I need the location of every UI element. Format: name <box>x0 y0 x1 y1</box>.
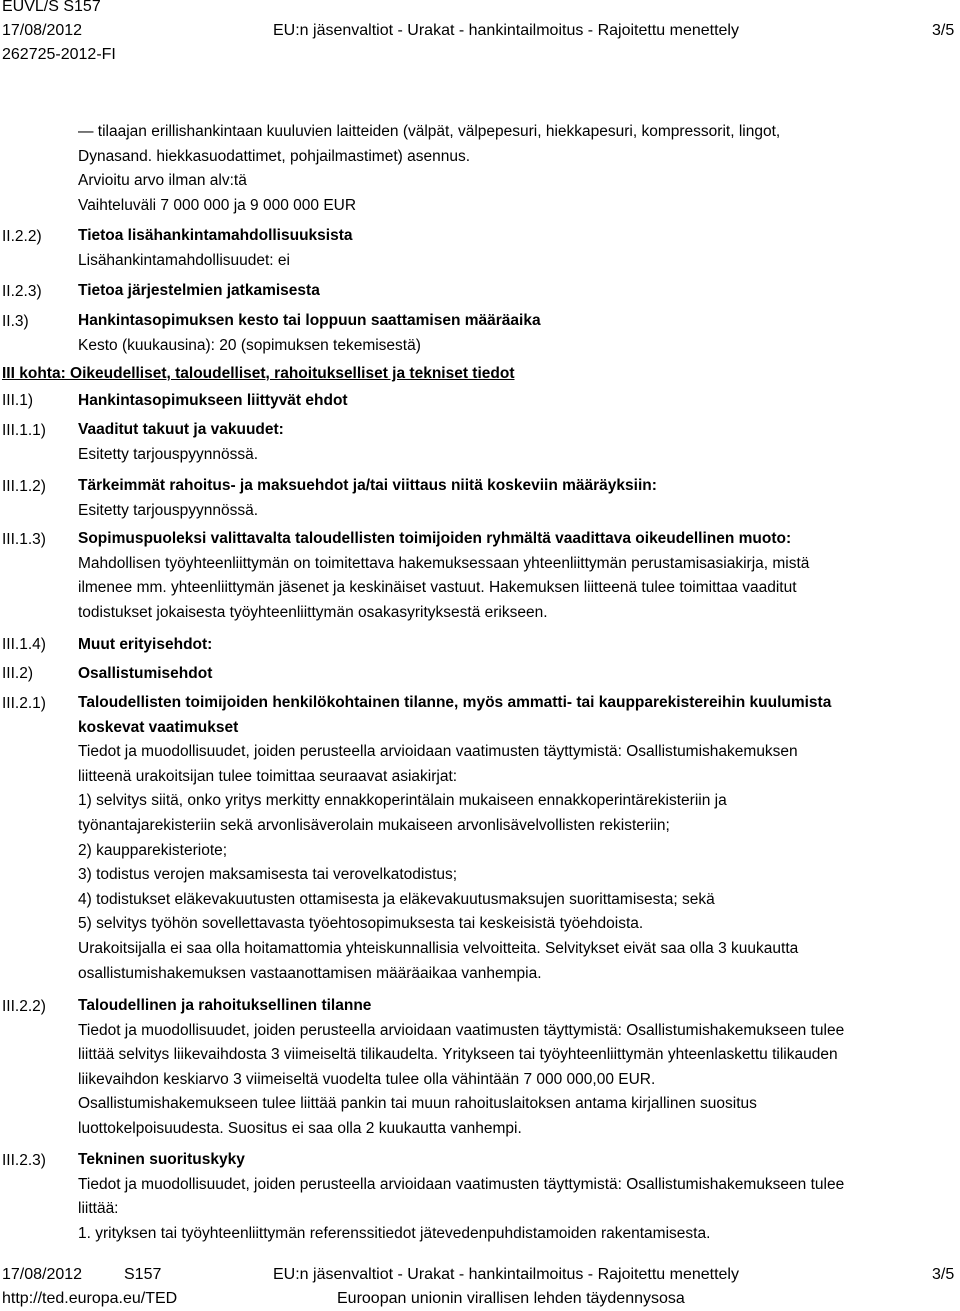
text-line: liitteenä urakoitsijan tulee toimittaa seuraavat asiakirjat: <box>78 767 458 785</box>
section-iii13 <box>78 527 958 625</box>
text-line: liikevaihdon keskiarvo 3 viimeiseltä vuodelta tulee olla vähintään 7 000 000,00 EUR. <box>78 1070 656 1088</box>
section-number: III.1) <box>2 392 34 409</box>
section-number: III.2.2) <box>2 998 46 1015</box>
text-line: liittää selvitys liikevaihdosta 3 viimeiseltä tilikaudelta. Yritykseen tai työyhteenliittymän yhteenlaskettu tilikauden <box>78 1046 838 1064</box>
text-line: liittää: <box>78 1200 119 1218</box>
text-line: Mahdollisen työyhteenliittymän on toimitettava hakemuksessaan yhteenliittymän perustamisasiakirja, mistä <box>78 554 810 572</box>
section-number: III.1.1) <box>2 422 46 439</box>
section-heading: Tietoa järjestelmien jatkamisesta <box>78 282 320 299</box>
footer-date: 17/08/2012 <box>2 1266 83 1283</box>
text-line: Arvioitu arvo ilman alv:tä <box>78 172 247 190</box>
section-ii3 <box>78 309 958 358</box>
text-line: Dynasand. hiekkasuodattimet, pohjailmastimet) asennus. <box>78 147 471 165</box>
text-line: Urakoitsijalla ei saa olla hoitamattomia yhteiskunnallisia velvoitteita. Selvitykset eivät saa olla 3 kuukautta <box>78 939 799 957</box>
section-iii12 <box>78 474 958 523</box>
section-number: III.1.4) <box>2 636 46 653</box>
header-page-number: 3/5 <box>932 22 955 39</box>
text-line: 5) selvitys työhön sovellettavasta työehtosopimuksesta tai keskeisistä työehdoista. <box>78 915 644 933</box>
footer-title: EU:n jäsenvaltiot - Urakat - hankintailmoitus - Rajoitettu menettely <box>273 1266 739 1283</box>
footer-series: S157 <box>124 1266 162 1283</box>
section-heading: Tekninen suorituskyky <box>78 1151 245 1168</box>
section-text: Kesto (kuukausina): 20 (sopimuksen tekemisestä) <box>78 336 421 354</box>
section-number: II.2.2) <box>2 228 42 245</box>
section-iii11 <box>78 418 958 467</box>
section-number: III.1.3) <box>2 531 46 548</box>
section-heading: Muut erityisehdot: <box>78 636 213 653</box>
text-line: luottokelpoisuudesta. Suositus ei saa olla 2 kuukautta vanhempi. <box>78 1119 522 1137</box>
text-line: Vaihteluväli 7 000 000 ja 9 000 000 EUR <box>78 196 357 214</box>
section-number: III.2) <box>2 665 34 682</box>
section-number: III.2.1) <box>2 695 46 712</box>
section-number: III.2.3) <box>2 1152 46 1169</box>
text-line: osallistumishakemuksen vastaanottamisen määräaikaa vanhempia. <box>78 964 542 982</box>
notice-reference: 262725-2012-FI <box>2 46 116 63</box>
section-iii21 <box>78 691 958 986</box>
section-ii22 <box>78 224 958 273</box>
part-heading: III kohta: Oikeudelliset, taloudelliset, rahoitukselliset ja tekniset tiedot <box>2 365 515 382</box>
section-heading: Hankintasopimukseen liittyvät ehdot <box>78 392 348 409</box>
text-line: Tiedot ja muodollisuudet, joiden perusteella arvioidaan vaatimusten täyttymistä: Osallistumishakemuksen <box>78 743 798 761</box>
section-heading: Taloudellisten toimijoiden henkilökohtainen tilanne, myös ammatti- tai kaupparekistereihin kuulumista <box>78 694 832 711</box>
section-heading: Vaaditut takuut ja vakuudet: <box>78 421 284 438</box>
text-line: Tiedot ja muodollisuudet, joiden perusteella arvioidaan vaatimusten täyttymistä: Osallistumishakemukseen tulee <box>78 1021 845 1039</box>
continuation-text <box>78 120 958 218</box>
text-line: ilmenee mm. yhteenliittymän jäsenet ja keskinäiset vastuut. Hakemuksen liitteenä tulee toimittaa vaaditut <box>78 579 797 597</box>
section-text: Lisähankintamahdollisuudet: ei <box>78 251 290 269</box>
section-heading: Taloudellinen ja rahoituksellinen tilanne <box>78 997 372 1014</box>
footer-page-number: 3/5 <box>932 1266 955 1283</box>
header-date: 17/08/2012 <box>2 22 83 39</box>
section-number: III.1.2) <box>2 478 46 495</box>
section-text: Esitetty tarjouspyynnössä. <box>78 501 259 519</box>
text-line: todistukset jokaisesta työyhteenliittymän osakasyrityksestä erikseen. <box>78 603 548 621</box>
text-line: 2) kaupparekisteriote; <box>78 841 228 859</box>
section-heading: Tärkeimmät rahoitus- ja maksuehdot ja/tai viittaus niitä koskeviin määräyksiin: <box>78 477 657 494</box>
section-iii23 <box>78 1148 958 1246</box>
text-line: työnantajarekisteriin sekä arvonlisäverolain mukaiseen arvonlisävelvollisten rekisteriin; <box>78 816 670 834</box>
text-line: 4) todistukset eläkevakuutusten ottamisesta ja eläkevakuutusmaksujen suorittamisesta; sekä <box>78 890 715 908</box>
text-line: 3) todistus verojen maksamisesta tai verovelkatodistus; <box>78 866 458 884</box>
text-line: Tiedot ja muodollisuudet, joiden perusteella arvioidaan vaatimusten täyttymistä: Osallistumishakemukseen tulee <box>78 1175 845 1193</box>
text-line: 1. yrityksen tai työyhteenliittymän referenssitiedot jätevedenpuhdistamoiden rakentamisesta. <box>78 1224 711 1242</box>
section-number: II.2.3) <box>2 283 42 300</box>
section-iii22 <box>78 994 958 1142</box>
text-line: — tilaajan erillishankintaan kuuluvien laitteiden (välpät, välpepesuri, hiekkapesuri, kompressorit, lingot, <box>78 123 781 140</box>
section-heading: koskevat vaatimukset <box>78 718 239 736</box>
section-heading: Hankintasopimuksen kesto tai loppuun saattamisen määräaika <box>78 312 541 329</box>
text-line: Osallistumishakemukseen tulee liittää pankin tai muun rahoituslaitoksen antama kirjallinen suositus <box>78 1095 757 1113</box>
section-number: II.3) <box>2 313 29 330</box>
text-line: 1) selvitys siitä, onko yritys merkitty ennakkoperintälain mukaiseen ennakkoperintärekisteriin ja <box>78 792 727 810</box>
section-heading: Tietoa lisähankintamahdollisuuksista <box>78 227 353 244</box>
doc-id: EUVL/S S157 <box>2 0 101 15</box>
footer-url[interactable]: http://ted.europa.eu/TED <box>2 1290 178 1307</box>
section-ii23 <box>78 279 958 304</box>
section-heading: Osallistumisehdot <box>78 665 213 682</box>
section-heading: Sopimuspuoleksi valittavalta taloudellisten toimijoiden ryhmältä vaadittava oikeudellinen muoto: <box>78 530 792 547</box>
section-text: Esitetty tarjouspyynnössä. <box>78 445 259 463</box>
footer-publication: Euroopan unionin virallisen lehden täydennysosa <box>337 1290 685 1307</box>
header-title: EU:n jäsenvaltiot - Urakat - hankintailmoitus - Rajoitettu menettely <box>273 22 739 39</box>
